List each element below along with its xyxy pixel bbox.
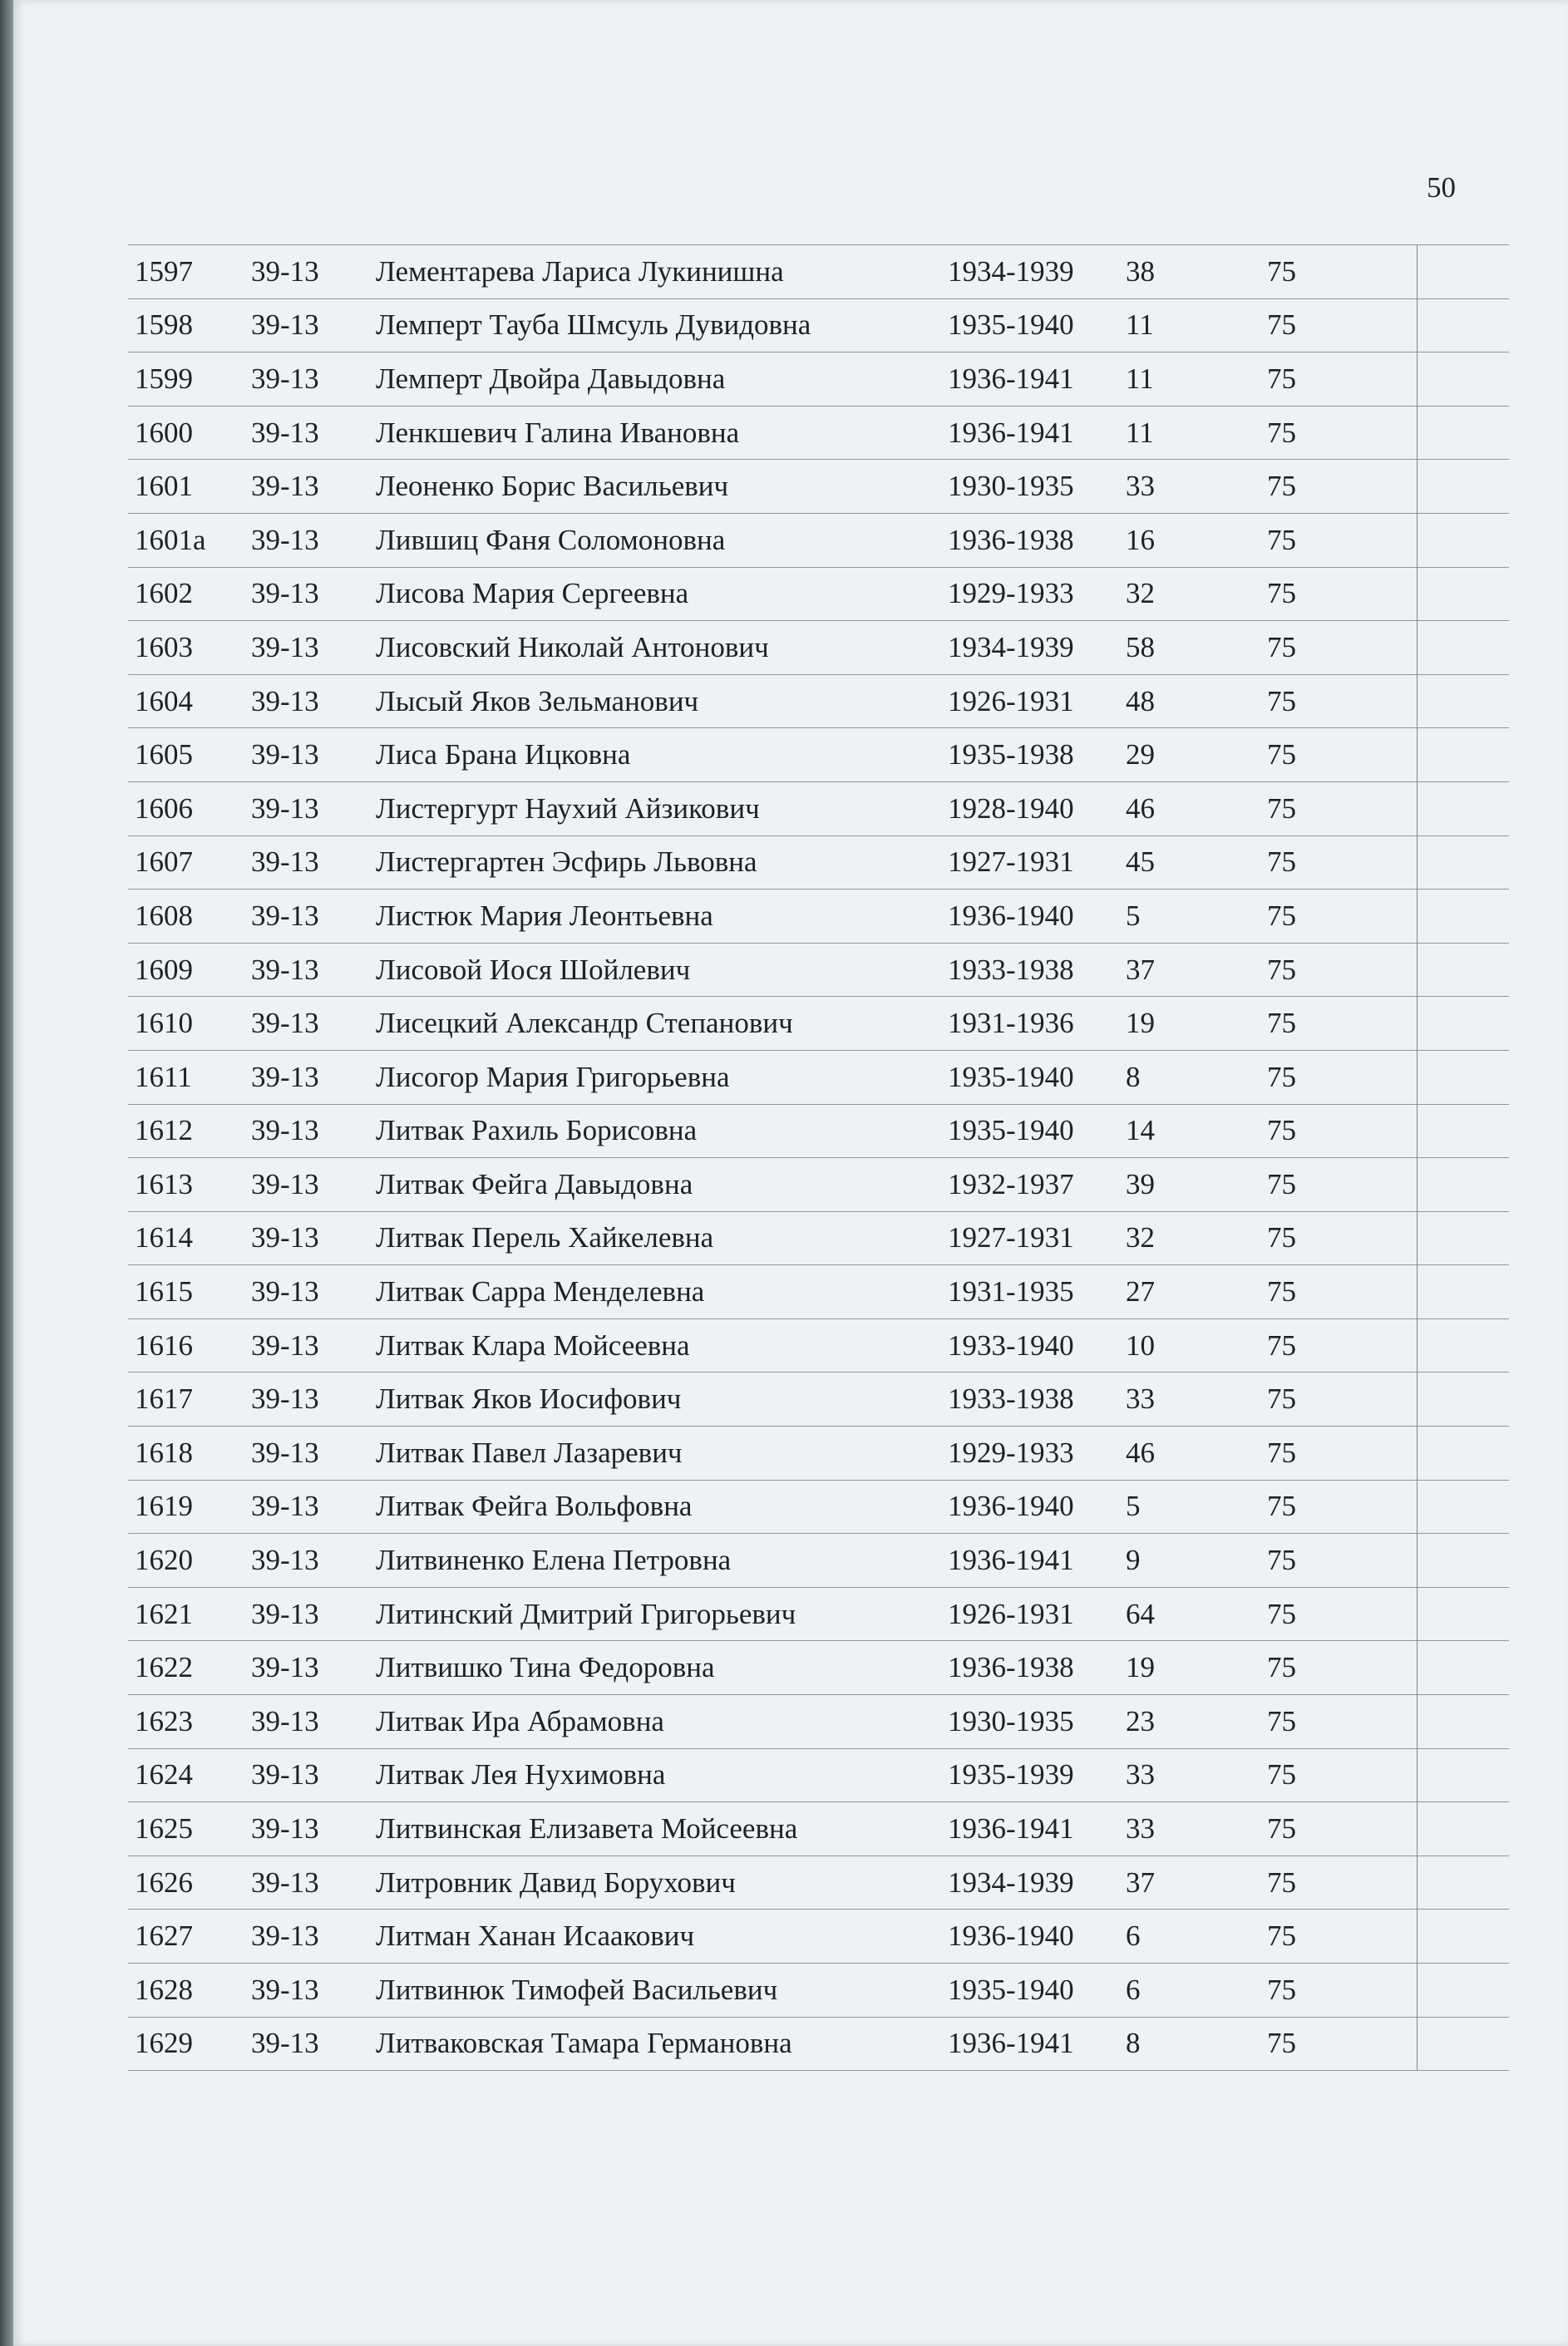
table-row bbox=[128, 513, 1509, 567]
fund-number: 39-13 bbox=[251, 1587, 376, 1641]
record-number: 1605 bbox=[128, 728, 251, 782]
fund-number: 39-13 bbox=[251, 997, 376, 1051]
table-row bbox=[128, 674, 1509, 728]
fund-number: 39-13 bbox=[251, 460, 376, 514]
year-range: 1936-1940 bbox=[948, 1910, 1114, 1964]
retention-term: 75 bbox=[1209, 1265, 1418, 1319]
fund-number: 39-13 bbox=[251, 890, 376, 944]
record-number: 1620 bbox=[128, 1534, 251, 1588]
page-number: 50 bbox=[1427, 171, 1456, 204]
record-number: 1608 bbox=[128, 890, 251, 944]
notes-cell bbox=[1418, 943, 1510, 997]
retention-term: 75 bbox=[1209, 1211, 1418, 1265]
year-range: 1928-1940 bbox=[948, 781, 1114, 835]
notes-cell bbox=[1418, 1856, 1510, 1910]
year-range: 1935-1940 bbox=[948, 1104, 1114, 1158]
record-number: 1607 bbox=[128, 835, 251, 890]
fund-number: 39-13 bbox=[251, 1910, 376, 1964]
table-row bbox=[128, 1856, 1509, 1910]
fund-number: 39-13 bbox=[251, 1373, 376, 1427]
person-name: Ленкшевич Галина Ивановна bbox=[376, 406, 948, 460]
year-range: 1930-1935 bbox=[948, 1695, 1114, 1749]
table-row bbox=[128, 781, 1509, 835]
table-row bbox=[128, 1158, 1509, 1212]
record-number: 1612 bbox=[128, 1104, 251, 1158]
sheet-count: 64 bbox=[1114, 1587, 1209, 1641]
notes-cell bbox=[1418, 245, 1510, 299]
record-number: 1613 bbox=[128, 1158, 251, 1212]
year-range: 1936-1940 bbox=[948, 1480, 1114, 1534]
year-range: 1934-1939 bbox=[948, 1856, 1114, 1910]
record-number: 1610 bbox=[128, 997, 251, 1051]
table-row bbox=[128, 245, 1509, 299]
record-number: 1617 bbox=[128, 1373, 251, 1427]
year-range: 1936-1941 bbox=[948, 2017, 1114, 2071]
record-number: 1622 bbox=[128, 1641, 251, 1695]
retention-term: 75 bbox=[1209, 674, 1418, 728]
record-number: 1602 bbox=[128, 567, 251, 621]
table-row bbox=[128, 1050, 1509, 1104]
table-row bbox=[128, 1748, 1509, 1802]
retention-term: 75 bbox=[1209, 352, 1418, 407]
retention-term: 75 bbox=[1209, 1373, 1418, 1427]
table-row bbox=[128, 1964, 1509, 2018]
person-name: Литвак Павел Лазаревич bbox=[376, 1427, 948, 1481]
year-range: 1936-1941 bbox=[948, 1802, 1114, 1856]
record-number: 1624 bbox=[128, 1748, 251, 1802]
table-row bbox=[128, 1211, 1509, 1265]
sheet-count: 33 bbox=[1114, 460, 1209, 514]
year-range: 1926-1931 bbox=[948, 1587, 1114, 1641]
register-table bbox=[128, 244, 1509, 2071]
fund-number: 39-13 bbox=[251, 1265, 376, 1319]
table-row bbox=[128, 406, 1509, 460]
fund-number: 39-13 bbox=[251, 728, 376, 782]
fund-number: 39-13 bbox=[251, 245, 376, 299]
person-name: Лемперт Тауба Шмсуль Дувидовна bbox=[376, 298, 948, 352]
retention-term: 75 bbox=[1209, 1910, 1418, 1964]
year-range: 1927-1931 bbox=[948, 1211, 1114, 1265]
table-row bbox=[128, 997, 1509, 1051]
sheet-count: 5 bbox=[1114, 890, 1209, 944]
notes-cell bbox=[1418, 2017, 1510, 2071]
fund-number: 39-13 bbox=[251, 1964, 376, 2018]
person-name: Литвак Ира Абрамовна bbox=[376, 1695, 948, 1749]
person-name: Литвинюк Тимофей Васильевич bbox=[376, 1964, 948, 2018]
table-row bbox=[128, 728, 1509, 782]
notes-cell bbox=[1418, 1910, 1510, 1964]
person-name: Лившиц Фаня Соломоновна bbox=[376, 513, 948, 567]
sheet-count: 14 bbox=[1114, 1104, 1209, 1158]
sheet-count: 11 bbox=[1114, 352, 1209, 407]
notes-cell bbox=[1418, 298, 1510, 352]
fund-number: 39-13 bbox=[251, 1104, 376, 1158]
table-row bbox=[128, 835, 1509, 890]
table-row bbox=[128, 1587, 1509, 1641]
table-row bbox=[128, 1373, 1509, 1427]
retention-term: 75 bbox=[1209, 943, 1418, 997]
table-row bbox=[128, 1104, 1509, 1158]
table-row bbox=[128, 1427, 1509, 1481]
person-name: Литвак Сарра Менделевна bbox=[376, 1265, 948, 1319]
fund-number: 39-13 bbox=[251, 1318, 376, 1373]
retention-term: 75 bbox=[1209, 997, 1418, 1051]
sheet-count: 32 bbox=[1114, 1211, 1209, 1265]
retention-term: 75 bbox=[1209, 1802, 1418, 1856]
year-range: 1927-1931 bbox=[948, 835, 1114, 890]
person-name: Литвак Фейга Вольфовна bbox=[376, 1480, 948, 1534]
table-row bbox=[128, 1910, 1509, 1964]
record-number: 1601а bbox=[128, 513, 251, 567]
fund-number: 39-13 bbox=[251, 1427, 376, 1481]
year-range: 1934-1939 bbox=[948, 245, 1114, 299]
person-name: Лысый Яков Зельманович bbox=[376, 674, 948, 728]
year-range: 1929-1933 bbox=[948, 567, 1114, 621]
sheet-count: 19 bbox=[1114, 997, 1209, 1051]
person-name: Литман Ханан Исаакович bbox=[376, 1910, 948, 1964]
retention-term: 75 bbox=[1209, 1427, 1418, 1481]
fund-number: 39-13 bbox=[251, 1158, 376, 1212]
person-name: Лисецкий Александр Степанович bbox=[376, 997, 948, 1051]
year-range: 1935-1939 bbox=[948, 1748, 1114, 1802]
fund-number: 39-13 bbox=[251, 352, 376, 407]
fund-number: 39-13 bbox=[251, 1748, 376, 1802]
fund-number: 39-13 bbox=[251, 674, 376, 728]
year-range: 1931-1936 bbox=[948, 997, 1114, 1051]
sheet-count: 8 bbox=[1114, 2017, 1209, 2071]
person-name: Листергурт Наухий Айзикович bbox=[376, 781, 948, 835]
record-number: 1598 bbox=[128, 298, 251, 352]
person-name: Листергартен Эсфирь Львовна bbox=[376, 835, 948, 890]
fund-number: 39-13 bbox=[251, 1641, 376, 1695]
retention-term: 75 bbox=[1209, 1695, 1418, 1749]
sheet-count: 19 bbox=[1114, 1641, 1209, 1695]
year-range: 1935-1940 bbox=[948, 1964, 1114, 2018]
notes-cell bbox=[1418, 1373, 1510, 1427]
year-range: 1930-1935 bbox=[948, 460, 1114, 514]
table-row bbox=[128, 1265, 1509, 1319]
person-name: Лиса Брана Ицковна bbox=[376, 728, 948, 782]
record-number: 1604 bbox=[128, 674, 251, 728]
retention-term: 75 bbox=[1209, 1158, 1418, 1212]
year-range: 1936-1938 bbox=[948, 1641, 1114, 1695]
person-name: Листюк Мария Леонтьевна bbox=[376, 890, 948, 944]
notes-cell bbox=[1418, 513, 1510, 567]
person-name: Лисовский Николай Антонович bbox=[376, 621, 948, 675]
person-name: Литвак Клара Мойсеевна bbox=[376, 1318, 948, 1373]
sheet-count: 8 bbox=[1114, 1050, 1209, 1104]
person-name: Лисовой Иося Шойлевич bbox=[376, 943, 948, 997]
fund-number: 39-13 bbox=[251, 406, 376, 460]
table-row bbox=[128, 460, 1509, 514]
sheet-count: 23 bbox=[1114, 1695, 1209, 1749]
notes-cell bbox=[1418, 567, 1510, 621]
notes-cell bbox=[1418, 1211, 1510, 1265]
retention-term: 75 bbox=[1209, 1050, 1418, 1104]
retention-term: 75 bbox=[1209, 298, 1418, 352]
fund-number: 39-13 bbox=[251, 943, 376, 997]
notes-cell bbox=[1418, 835, 1510, 890]
record-number: 1600 bbox=[128, 406, 251, 460]
fund-number: 39-13 bbox=[251, 298, 376, 352]
notes-cell bbox=[1418, 1695, 1510, 1749]
year-range: 1936-1941 bbox=[948, 352, 1114, 407]
retention-term: 75 bbox=[1209, 406, 1418, 460]
fund-number: 39-13 bbox=[251, 1534, 376, 1588]
year-range: 1933-1938 bbox=[948, 943, 1114, 997]
sheet-count: 6 bbox=[1114, 1964, 1209, 2018]
retention-term: 75 bbox=[1209, 728, 1418, 782]
record-number: 1627 bbox=[128, 1910, 251, 1964]
sheet-count: 48 bbox=[1114, 674, 1209, 728]
fund-number: 39-13 bbox=[251, 1480, 376, 1534]
retention-term: 75 bbox=[1209, 835, 1418, 890]
fund-number: 39-13 bbox=[251, 1856, 376, 1910]
sheet-count: 33 bbox=[1114, 1748, 1209, 1802]
record-number: 1621 bbox=[128, 1587, 251, 1641]
fund-number: 39-13 bbox=[251, 621, 376, 675]
notes-cell bbox=[1418, 781, 1510, 835]
notes-cell bbox=[1418, 1534, 1510, 1588]
sheet-count: 37 bbox=[1114, 1856, 1209, 1910]
table-row bbox=[128, 621, 1509, 675]
retention-term: 75 bbox=[1209, 2017, 1418, 2071]
fund-number: 39-13 bbox=[251, 781, 376, 835]
table-row bbox=[128, 2017, 1509, 2071]
year-range: 1935-1940 bbox=[948, 1050, 1114, 1104]
sheet-count: 11 bbox=[1114, 406, 1209, 460]
retention-term: 75 bbox=[1209, 1641, 1418, 1695]
person-name: Литвиненко Елена Петровна bbox=[376, 1534, 948, 1588]
retention-term: 75 bbox=[1209, 890, 1418, 944]
year-range: 1932-1937 bbox=[948, 1158, 1114, 1212]
record-number: 1603 bbox=[128, 621, 251, 675]
year-range: 1933-1938 bbox=[948, 1373, 1114, 1427]
notes-cell bbox=[1418, 1964, 1510, 2018]
table-row bbox=[128, 1802, 1509, 1856]
person-name: Литвишко Тина Федоровна bbox=[376, 1641, 948, 1695]
record-number: 1616 bbox=[128, 1318, 251, 1373]
sheet-count: 46 bbox=[1114, 1427, 1209, 1481]
retention-term: 75 bbox=[1209, 460, 1418, 514]
fund-number: 39-13 bbox=[251, 1050, 376, 1104]
record-number: 1623 bbox=[128, 1695, 251, 1749]
year-range: 1936-1938 bbox=[948, 513, 1114, 567]
fund-number: 39-13 bbox=[251, 2017, 376, 2071]
notes-cell bbox=[1418, 406, 1510, 460]
sheet-count: 33 bbox=[1114, 1802, 1209, 1856]
year-range: 1931-1935 bbox=[948, 1265, 1114, 1319]
table-row bbox=[128, 1534, 1509, 1588]
notes-cell bbox=[1418, 1265, 1510, 1319]
table-row bbox=[128, 352, 1509, 407]
sheet-count: 46 bbox=[1114, 781, 1209, 835]
retention-term: 75 bbox=[1209, 1587, 1418, 1641]
person-name: Литваковская Тамара Германовна bbox=[376, 2017, 948, 2071]
person-name: Литровник Давид Борухович bbox=[376, 1856, 948, 1910]
sheet-count: 45 bbox=[1114, 835, 1209, 890]
book-spine-shadow bbox=[0, 0, 13, 2346]
table-row bbox=[128, 1480, 1509, 1534]
person-name: Литвак Рахиль Борисовна bbox=[376, 1104, 948, 1158]
table-row bbox=[128, 567, 1509, 621]
sheet-count: 9 bbox=[1114, 1534, 1209, 1588]
notes-cell bbox=[1418, 1641, 1510, 1695]
fund-number: 39-13 bbox=[251, 567, 376, 621]
sheet-count: 58 bbox=[1114, 621, 1209, 675]
retention-term: 75 bbox=[1209, 1318, 1418, 1373]
year-range: 1936-1940 bbox=[948, 890, 1114, 944]
fund-number: 39-13 bbox=[251, 1211, 376, 1265]
person-name: Литвак Лея Нухимовна bbox=[376, 1748, 948, 1802]
table-row bbox=[128, 943, 1509, 997]
sheet-count: 38 bbox=[1114, 245, 1209, 299]
sheet-count: 29 bbox=[1114, 728, 1209, 782]
sheet-count: 6 bbox=[1114, 1910, 1209, 1964]
sheet-count: 37 bbox=[1114, 943, 1209, 997]
person-name: Лисова Мария Сергеевна bbox=[376, 567, 948, 621]
notes-cell bbox=[1418, 1587, 1510, 1641]
record-number: 1626 bbox=[128, 1856, 251, 1910]
retention-term: 75 bbox=[1209, 1964, 1418, 2018]
person-name: Литвак Перель Хайкелевна bbox=[376, 1211, 948, 1265]
record-number: 1597 bbox=[128, 245, 251, 299]
year-range: 1936-1941 bbox=[948, 406, 1114, 460]
record-number: 1599 bbox=[128, 352, 251, 407]
person-name: Литвак Фейга Давыдовна bbox=[376, 1158, 948, 1212]
notes-cell bbox=[1418, 1158, 1510, 1212]
fund-number: 39-13 bbox=[251, 513, 376, 567]
retention-term: 75 bbox=[1209, 513, 1418, 567]
record-number: 1606 bbox=[128, 781, 251, 835]
sheet-count: 5 bbox=[1114, 1480, 1209, 1534]
person-name: Лисогор Мария Григорьевна bbox=[376, 1050, 948, 1104]
record-number: 1618 bbox=[128, 1427, 251, 1481]
record-number: 1628 bbox=[128, 1964, 251, 2018]
register-body bbox=[128, 245, 1509, 2071]
record-number: 1614 bbox=[128, 1211, 251, 1265]
table-row bbox=[128, 1641, 1509, 1695]
year-range: 1935-1938 bbox=[948, 728, 1114, 782]
table-row bbox=[128, 298, 1509, 352]
retention-term: 75 bbox=[1209, 1748, 1418, 1802]
record-number: 1611 bbox=[128, 1050, 251, 1104]
notes-cell bbox=[1418, 352, 1510, 407]
retention-term: 75 bbox=[1209, 1534, 1418, 1588]
year-range: 1929-1933 bbox=[948, 1427, 1114, 1481]
year-range: 1926-1931 bbox=[948, 674, 1114, 728]
year-range: 1934-1939 bbox=[948, 621, 1114, 675]
sheet-count: 10 bbox=[1114, 1318, 1209, 1373]
sheet-count: 16 bbox=[1114, 513, 1209, 567]
notes-cell bbox=[1418, 621, 1510, 675]
retention-term: 75 bbox=[1209, 781, 1418, 835]
retention-term: 75 bbox=[1209, 245, 1418, 299]
person-name: Литвинская Елизавета Мойсеевна bbox=[376, 1802, 948, 1856]
notes-cell bbox=[1418, 460, 1510, 514]
notes-cell bbox=[1418, 890, 1510, 944]
person-name: Леоненко Борис Васильевич bbox=[376, 460, 948, 514]
record-number: 1625 bbox=[128, 1802, 251, 1856]
notes-cell bbox=[1418, 1050, 1510, 1104]
table-row bbox=[128, 1318, 1509, 1373]
notes-cell bbox=[1418, 1802, 1510, 1856]
year-range: 1935-1940 bbox=[948, 298, 1114, 352]
record-number: 1629 bbox=[128, 2017, 251, 2071]
notes-cell bbox=[1418, 728, 1510, 782]
notes-cell bbox=[1418, 997, 1510, 1051]
retention-term: 75 bbox=[1209, 621, 1418, 675]
record-number: 1609 bbox=[128, 943, 251, 997]
year-range: 1933-1940 bbox=[948, 1318, 1114, 1373]
notes-cell bbox=[1418, 1104, 1510, 1158]
sheet-count: 39 bbox=[1114, 1158, 1209, 1212]
record-number: 1601 bbox=[128, 460, 251, 514]
fund-number: 39-13 bbox=[251, 1695, 376, 1749]
notes-cell bbox=[1418, 674, 1510, 728]
notes-cell bbox=[1418, 1318, 1510, 1373]
notes-cell bbox=[1418, 1748, 1510, 1802]
sheet-count: 11 bbox=[1114, 298, 1209, 352]
retention-term: 75 bbox=[1209, 567, 1418, 621]
record-number: 1619 bbox=[128, 1480, 251, 1534]
notes-cell bbox=[1418, 1427, 1510, 1481]
year-range: 1936-1941 bbox=[948, 1534, 1114, 1588]
sheet-count: 27 bbox=[1114, 1265, 1209, 1319]
sheet-count: 32 bbox=[1114, 567, 1209, 621]
fund-number: 39-13 bbox=[251, 835, 376, 890]
retention-term: 75 bbox=[1209, 1480, 1418, 1534]
record-number: 1615 bbox=[128, 1265, 251, 1319]
retention-term: 75 bbox=[1209, 1856, 1418, 1910]
fund-number: 39-13 bbox=[251, 1802, 376, 1856]
retention-term: 75 bbox=[1209, 1104, 1418, 1158]
person-name: Литинский Дмитрий Григорьевич bbox=[376, 1587, 948, 1641]
table-row bbox=[128, 1695, 1509, 1749]
table-row bbox=[128, 890, 1509, 944]
notes-cell bbox=[1418, 1480, 1510, 1534]
person-name: Лементарева Лариса Лукинишна bbox=[376, 245, 948, 299]
person-name: Лемперт Двойра Давыдовна bbox=[376, 352, 948, 407]
sheet-count: 33 bbox=[1114, 1373, 1209, 1427]
person-name: Литвак Яков Иосифович bbox=[376, 1373, 948, 1427]
